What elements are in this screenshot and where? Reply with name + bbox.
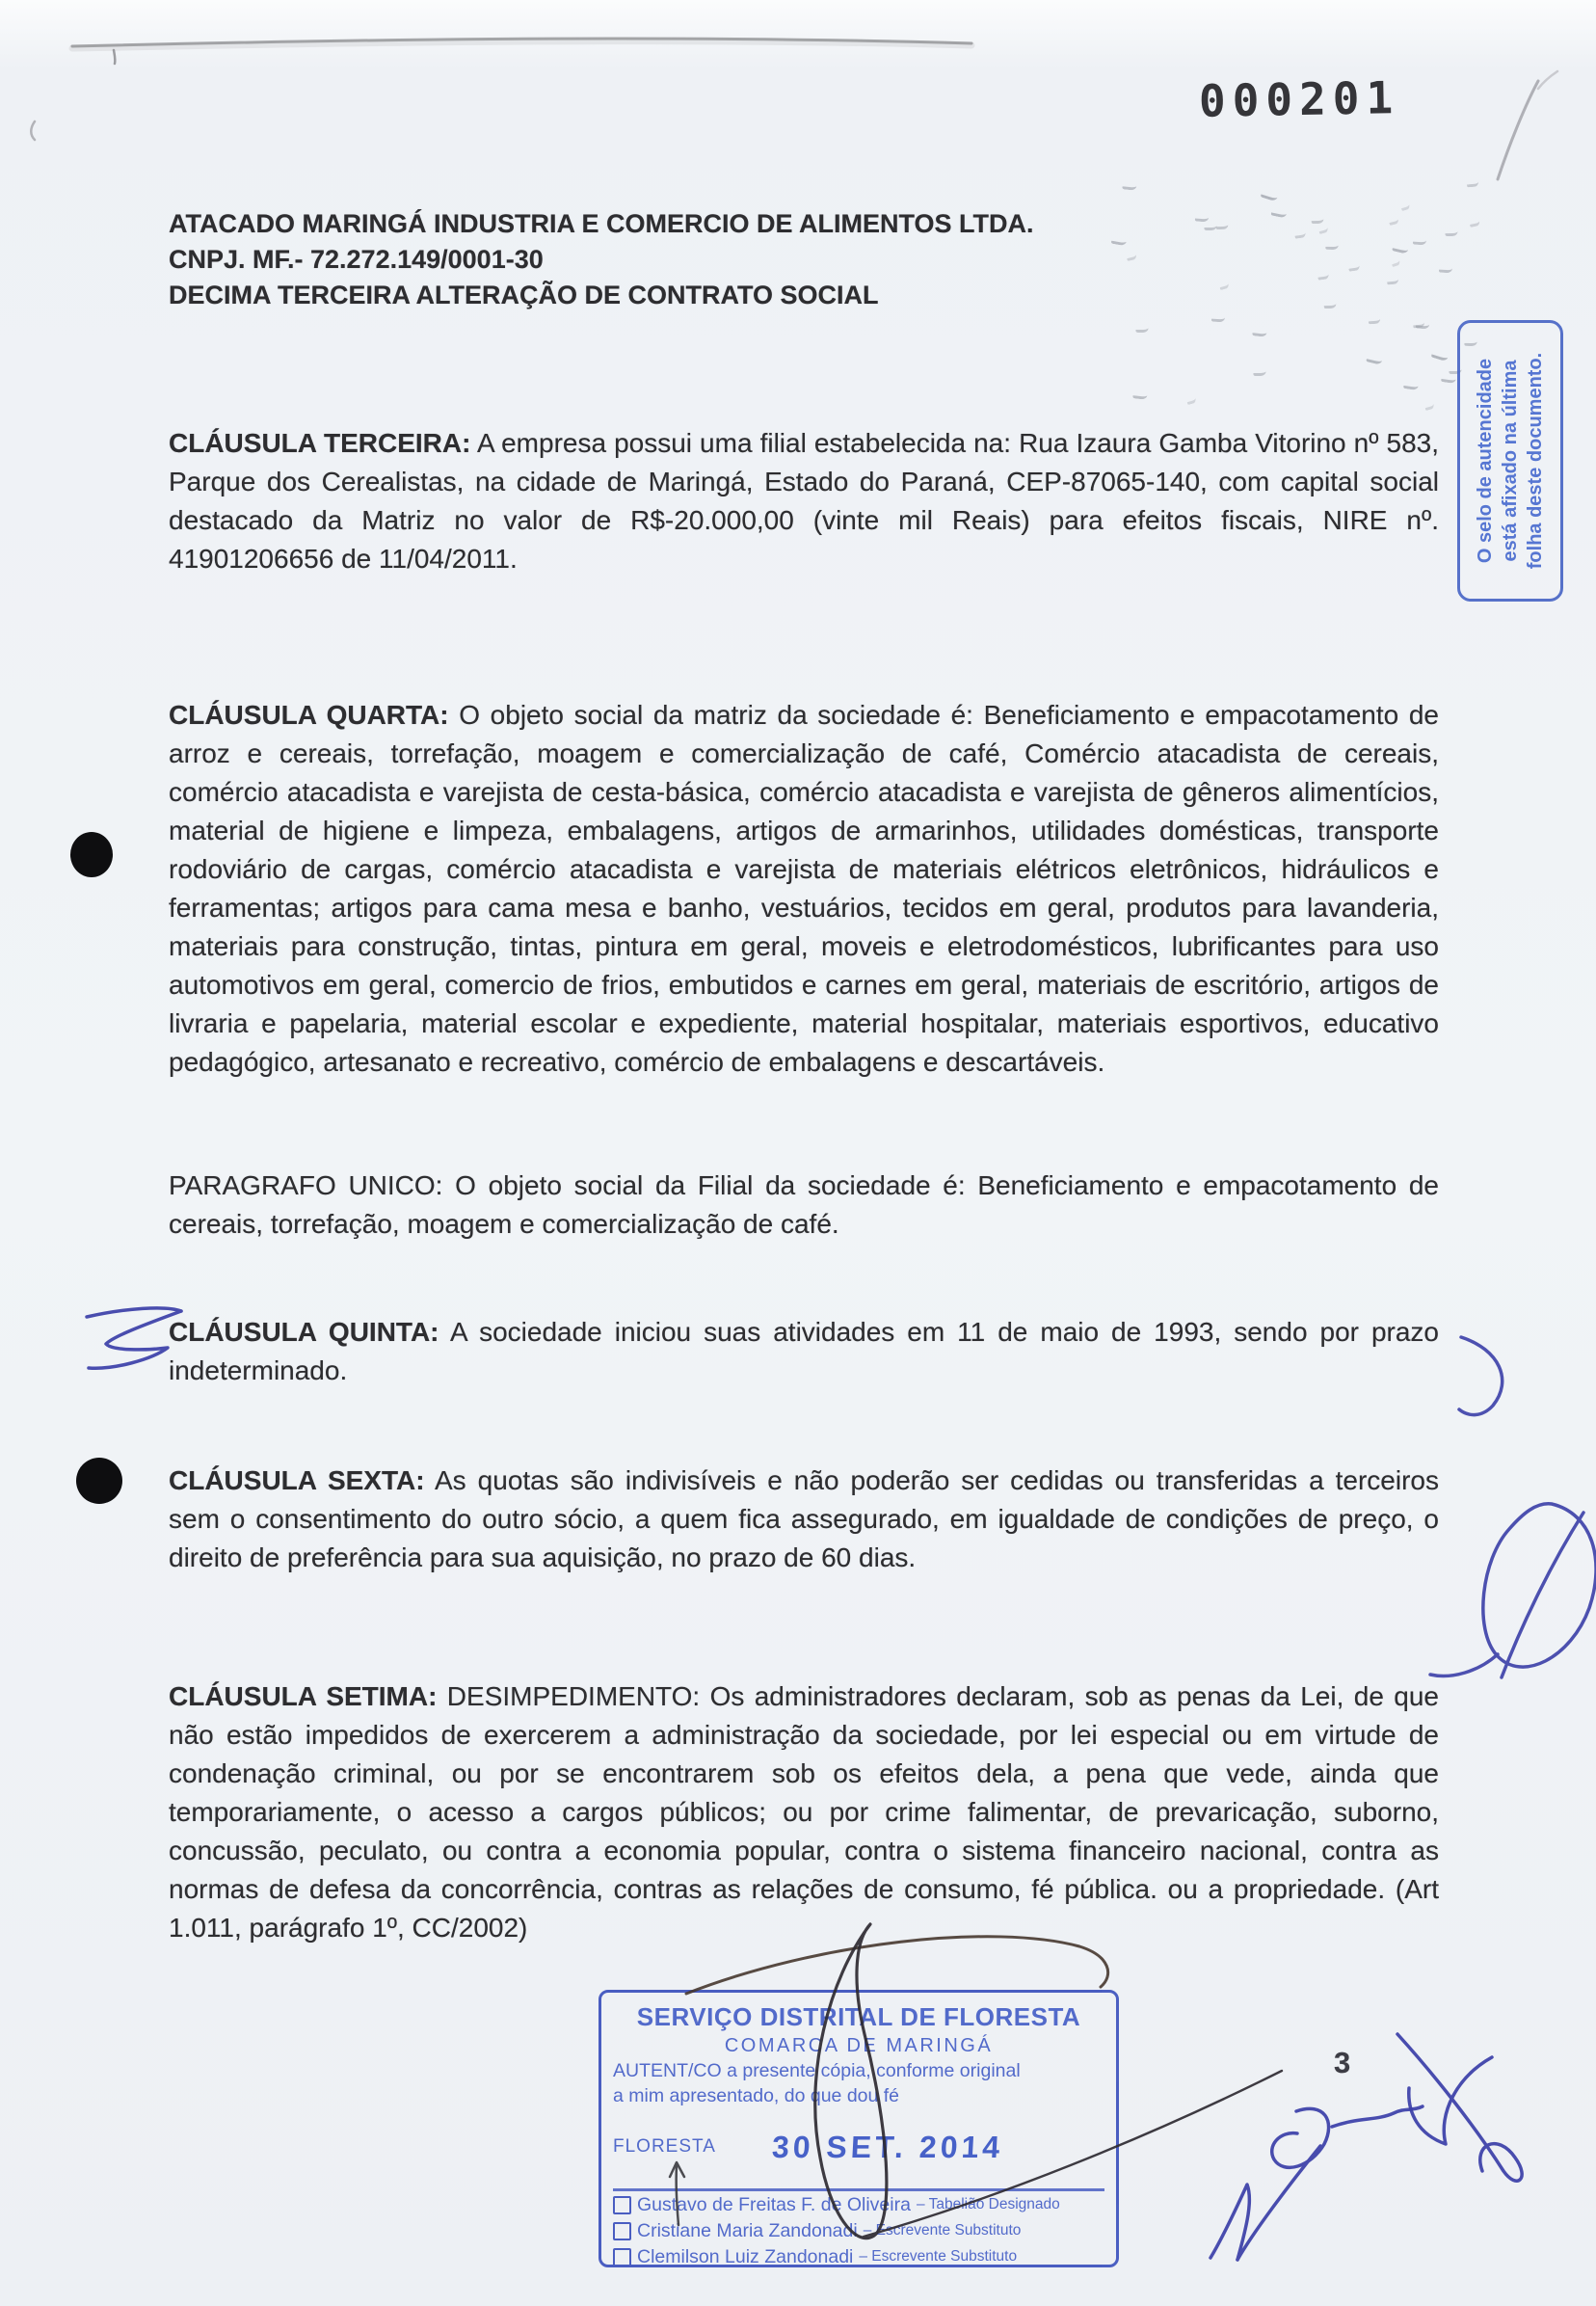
pen-hook-mark <box>1459 1337 1503 1415</box>
faded-stamp-mark <box>1469 218 1480 228</box>
handwritten-page-number: 3 <box>1334 2046 1351 2079</box>
document-title: DECIMA TERCEIRA ALTERAÇÃO DE CONTRATO SOCIAL <box>169 281 879 309</box>
faded-stamp-mark <box>1399 201 1410 210</box>
checkbox-icon <box>613 2248 631 2266</box>
clause-quarta-label: CLÁUSULA QUARTA: <box>169 700 449 730</box>
seal-line-2: está afixado na última <box>1500 360 1521 562</box>
clause-quinta-label: CLÁUSULA QUINTA: <box>169 1317 439 1347</box>
faded-stamp-mark <box>1369 316 1381 325</box>
authenticity-seal-text <box>1460 323 1560 599</box>
clause-quinta-body: A sociedade iniciou suas atividades em 11 de maio de 1993, sendo por prazo indeterminado. <box>169 1317 1440 1385</box>
faded-stamp-mark <box>1260 190 1278 202</box>
faded-stamp-mark <box>1415 321 1429 330</box>
hole-punch-top <box>70 832 113 877</box>
faded-stamp-mark <box>1386 276 1398 284</box>
paragrafo-unico-label: PARAGRAFO UNICO: <box>169 1170 443 1200</box>
clause-setima <box>169 1677 1439 1947</box>
faded-stamp-mark <box>1186 395 1197 405</box>
company-name: ATACADO MARINGÁ INDUSTRIA E COMERCIO DE ALIMENTOS LTDA. <box>169 209 1034 238</box>
faded-stamp-mark <box>1441 373 1456 383</box>
faded-stamp-mark <box>1323 301 1336 308</box>
faded-stamp-mark <box>1135 325 1148 333</box>
clause-terceira-body: A empresa possui uma filial estabelecida na: Rua Izaura Gamba Vitorino nº 583, Parque dos Cerealistas, na cidade de Maringá, Estado do Paraná, CEP-87065-140, com capital social destacado da Matriz no valor de R$-20.000,00 (vinte mil Reais) para efeitos fiscais, NIRE nº. 41901206656 de 11/04/2011. <box>169 428 1440 574</box>
signature-left <box>1210 2106 1423 2260</box>
faded-stamp-mark <box>1132 391 1148 401</box>
clause-terceira <box>169 424 1439 578</box>
notary-title: SERVIÇO DISTRITAL DE FLORESTA <box>636 2002 1081 2031</box>
notary-body-2: a mim apresentado, do que dou fé <box>613 2085 900 2106</box>
seal-line-3: folha deste documento. <box>1525 352 1546 570</box>
margin-initial-mark <box>87 1308 181 1368</box>
checkbox-icon <box>613 2222 631 2240</box>
clause-sexta-body: As quotas são indivisíveis e não poderão ser cedidas ou transferidas a terceiros sem o consentimento do outro sócio, a quem fica assegurado, em igualdade de condições de preço, o direito de preferência para sua aquisição, no prazo de 60 dias. <box>169 1465 1440 1572</box>
clause-quarta-body: O objeto social da matriz da sociedade é: Beneficiamento e empacotamento de arroz e cereais, torrefação, moagem e comercialização de café, Comércio atacadista de cereais, comércio atacadista e varejista de cesta-básica, comércio atacadista e varejista de gêneros alimentícios, material de higiene e limpeza, embalagens, artigos de armarinhos, utilidades domésticas, transporte rodoviário de cargas, comércio atacadista e varejista de materiais elétricos eletrônicos, hidráulicos e ferramentas; artigos para cama mesa e banho, vestuários, tecidos em geral, produtos para lavanderia, materiais para construção, tintas, pintura em geral, moveis e eletrodomésticos, lubrificantes para uso automotivos em geral, comercio de frios, embutidos e carnes em geral, materiais de escritório, artigos de livraria e papelaria, material escolar e expediente, material hospitalar, materiais esportivos, educativo pedagógico, artesanato e recreativo, comércio de embalagens e descartáveis. <box>169 700 1440 1077</box>
notary-official-row <box>613 2218 1104 2243</box>
official-name: Gustavo de Freitas F. de Oliveira <box>637 2193 911 2215</box>
notary-body-1: AUTENT/CO a presente cópia, conforme original <box>613 2060 1021 2081</box>
scan-speck <box>31 121 35 140</box>
notary-official-row <box>613 2192 1104 2217</box>
scan-speck <box>114 50 115 64</box>
faded-stamp-mark <box>1445 228 1457 236</box>
clause-quinta <box>169 1313 1439 1390</box>
paragrafo-unico <box>169 1166 1439 1244</box>
pencil-mark <box>1498 81 1538 179</box>
scan-smudge-line <box>72 39 971 46</box>
seal-line-1: O selo de autencidade <box>1475 358 1496 564</box>
faded-stamp-mark <box>1392 244 1409 255</box>
company-cnpj: CNPJ. MF.- 72.272.149/0001-30 <box>169 245 544 274</box>
document-header <box>169 206 1325 313</box>
faded-stamp-mark <box>1253 368 1265 376</box>
official-role: – Escrevente Substituto <box>863 2222 1022 2239</box>
clause-setima-label: CLÁUSULA SETIMA: <box>169 1681 438 1711</box>
authenticity-seal-stamp <box>1457 320 1563 602</box>
pen-circle-scribble <box>1430 1504 1596 1677</box>
notary-city-date-row <box>613 2125 1104 2169</box>
faded-stamp-mark <box>1348 263 1360 272</box>
faded-stamp-mark <box>1389 216 1400 226</box>
sheet-number-stamp: 000201 <box>1198 71 1400 127</box>
faded-stamp-mark <box>1423 401 1434 411</box>
clause-sexta-label: CLÁUSULA SEXTA: <box>169 1465 425 1495</box>
pencil-mark <box>1538 71 1557 89</box>
hole-punch-bottom <box>76 1458 122 1504</box>
notary-city: FLORESTA <box>613 2136 716 2157</box>
official-role: – Tabelião Designado <box>916 2196 1060 2212</box>
faded-stamp-mark <box>1413 237 1426 246</box>
clause-setima-body: DESIMPEDIMENTO: Os administradores declaram, sob as penas da Lei, de que não estão impedidos de exercerem a administração da sociedade, por lei especial ou em virtude de condenação criminal, ou por se encontrarem sob os efeitos dela, a pena que vede, ainda que temporariamente, o acesso a cargos públicos; ou por crime falimentar, de prevaricação, suborno, concussão, peculato, ou contra a economia popular, contra o sistema financeiro nacional, contra as normas de defesa da concorrência, contras as relações de consumo, fé pública. ou a propriedade. (Art 1.011, parágrafo 1º, CC/2002) <box>169 1681 1439 1943</box>
notary-date-stamp: 30 SET. 2014 <box>770 2129 1005 2164</box>
faded-stamp-mark <box>1390 257 1400 267</box>
paragrafo-unico-body: O objeto social da Filial da sociedade é: Beneficiamento e empacotamento de cereais, torrefação, moagem e comercialização de café. <box>169 1170 1440 1239</box>
faded-stamp-mark <box>1430 349 1449 362</box>
notary-stamp <box>598 1990 1119 2267</box>
clause-sexta <box>169 1461 1439 1577</box>
faded-stamp-mark <box>1467 179 1479 188</box>
faded-stamp-mark <box>1122 182 1136 192</box>
clause-quarta <box>169 696 1439 1082</box>
faded-stamp-mark <box>1366 355 1383 365</box>
official-name: Cristiane Maria Zandonadi <box>637 2219 858 2241</box>
signature-right <box>1397 2034 1522 2181</box>
notary-official-row <box>613 2244 1104 2269</box>
clause-terceira-label: CLÁUSULA TERCEIRA: <box>169 428 471 458</box>
faded-stamp-mark <box>1211 313 1225 322</box>
faded-stamp-mark <box>1402 381 1418 390</box>
notary-subtitle: COMARCA DE MARINGÁ <box>724 2035 994 2056</box>
official-role: – Escrevente Substituto <box>859 2248 1018 2265</box>
official-name: Clemilson Luiz Zandonadi <box>637 2245 854 2267</box>
scan-smudge-shadow <box>72 41 971 48</box>
faded-stamp-mark <box>1438 265 1451 274</box>
checkbox-icon <box>613 2196 631 2214</box>
faded-stamp-mark <box>1325 242 1339 250</box>
faded-stamp-mark <box>1252 328 1267 337</box>
notary-divider <box>613 2188 1104 2191</box>
